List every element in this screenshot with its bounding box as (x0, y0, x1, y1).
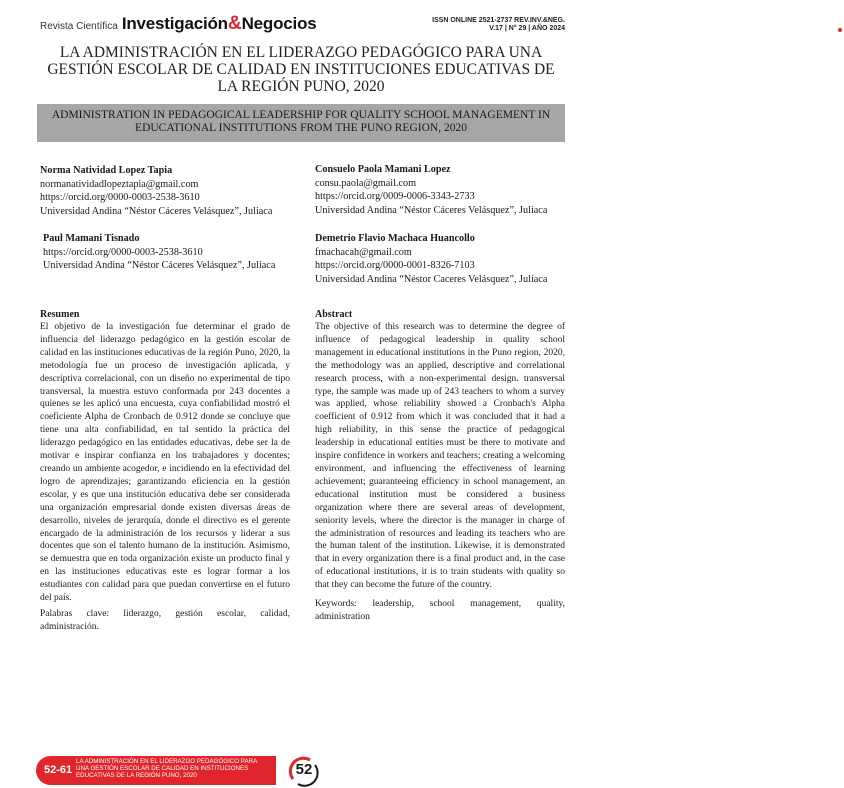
page-number: 52 (295, 761, 313, 778)
author-name: Demetrio Flavio Machaca Huancollo (315, 233, 475, 244)
author-email[interactable]: normanatividadlopeztapia@gmail.com (40, 178, 199, 190)
article-title-spanish: LA ADMINISTRACIÓN EN EL LIDERAZGO PEDAGÓGICO PARA UNA GESTIÓN ESCOLAR DE CALIDAD EN INSTITUCIONES EDUCATIVAS DE LA REGIÓN PUNO, 2020 (47, 44, 555, 95)
author-email[interactable]: consu.paola@gmail.com (315, 177, 417, 189)
resumen-heading: Resumen (40, 309, 80, 320)
article-title-english: ADMINISTRATION IN PEDAGOGICAL LEADERSHIP FOR QUALITY SCHOOL MANAGEMENT IN EDUCATIONAL INSTITUTIONS FROM THE PUNO REGION, 2020 (37, 104, 565, 142)
abstract-section (315, 309, 565, 592)
author-block (40, 164, 272, 218)
resumen-section (40, 309, 290, 605)
author-orcid[interactable]: https://orcid.org/0000-0003-2538-3610 (40, 192, 200, 204)
journal-masthead (40, 13, 317, 35)
author-orcid[interactable]: https://orcid.org/0000-0001-8326-7103 (315, 260, 475, 272)
palabras-clave: Palabras clave: liderazgo, gestión escolar, calidad, administración. (40, 609, 290, 632)
author-orcid[interactable]: https://orcid.org/0009-0006-3343-2733 (315, 191, 475, 203)
abstract-text: The objective of this research was to determine the degree of influence of pedagogical leadership in quality school management in educational institutions in the Puno region, 2020, the methodology was an applied, descriptive and correlational research process, with a non-experimental design. transversal type, the sample was made up of 243 teachers to whom a survey was applied, whose reliability showed a Cronbach's Alpha coefficient of 0.912 from which it was concluded that it had a high reliability, in this sense the practice of pedagogical leadership in educational entities must be there to motivate and inspire confidence in workers and teachers; creating a welcoming environment, and influencing the effectiveness of learning achievement; guaranteeing efficiency in school management, an educational institution must be considered a business organization where there are several areas of development, seniority levels, where the director is the manager in charge of the administration of resources and leading its teachers who are the human talent of the institution. Likewise, it is demonstrated that in every organization there is a final product and, in the case of educational institutions, it is to train students with quality so that they can become the future of the country. (315, 322, 565, 591)
journal-brand-investigacion: Investigación (121, 14, 228, 33)
volume-line: V.17 | N° 29 | AÑO 2024 (489, 25, 565, 32)
footer-page-range: 52-61 (44, 764, 73, 776)
author-affiliation: Universidad Andina “Néstor Cáceres Velásquez”, Juliaca (315, 204, 548, 216)
journal-brand-ampersand: & (227, 13, 242, 34)
author-affiliation: Universidad Andina “Néstor Cáceres Velásquez”, Juliaca (40, 205, 273, 217)
author-block (315, 163, 547, 217)
author-email[interactable]: fmachacah@gmail.com (315, 246, 412, 258)
author-name: Norma Natividad Lopez Tapia (40, 165, 173, 176)
resumen-text: El objetivo de la investigación fue determinar el grado de influencia del liderazgo pedagógico en la gestión escolar de calidad en las instituciones educativas de la región Puno, 2020, la metodología fue un proceso de investigación aplicada, y descriptiva correlacional, con un diseño no experimental de tipo transversal, la muestra estuvo conformada por 243 docentes a quienes se les aplicó una encuesta, cuya confiabilidad mostró el coeficiente Alpha de Cronbach de 0.912 donde se concluye que tiene una alta confiabilidad, en tal sentido la práctica del liderazgo pedagógico en las entidades educativas, debe ser la de motivar e inspirar confianza en los trabajadores y docentes; creando un ambiente acogedor, e incidiendo en la efectividad del logro de aprendizajes; garantizando eficiencia en la gestión escolar, y es que una institución educativa debe ser considerada una organización empresarial donde existen diversas áreas de desarrollo, niveles de jerarquía, donde el directivo es el gerente encargado de la administración de los recursos y liderar a sus docentes que son el talento humano de la institución. Asimismo, se demuestra que en toda organización existe un producto final y en las instituciones educativas este es lograr formar a los estudiantes con calidad para que puedan convertirse en el futuro del país. (40, 322, 290, 604)
author-block (315, 232, 547, 286)
author-affiliation: Universidad Andina “Néstor Caceres Velásquez”, Juliaca (315, 273, 548, 285)
author-name: Consuelo Paola Mamani Lopez (315, 164, 451, 175)
journal-brand-negocios: Negocios (241, 14, 317, 33)
author-name: Paul Mamani Tisnado (43, 233, 140, 244)
issn-block (420, 17, 565, 33)
journal-prefix: Revista Científica (40, 21, 118, 32)
keywords: Keywords: leadership, school management, quality, administration (315, 599, 565, 622)
footer-running-title: LA ADMINISTRACIÓN EN EL LIDERAZGO PEDAGÓGICO PARA UNA GESTIÓN ESCOLAR DE CALIDAD EN INSTITUCIONES EDUCATIVAS DE LA REGIÓN PUNO, 2020 (76, 758, 257, 780)
red-dot-mark (838, 28, 842, 32)
author-orcid[interactable]: https://orcid.org/0000-0003-2538-3610 (43, 246, 203, 258)
author-block (43, 232, 275, 273)
issn-line: ISSN ONLINE 2521-2737 REV.INV.&NEG. (432, 17, 565, 24)
abstract-heading: Abstract (315, 309, 353, 320)
author-affiliation: Universidad Andina “Néstor Cáceres Velásquez”, Juliaca (43, 260, 276, 272)
